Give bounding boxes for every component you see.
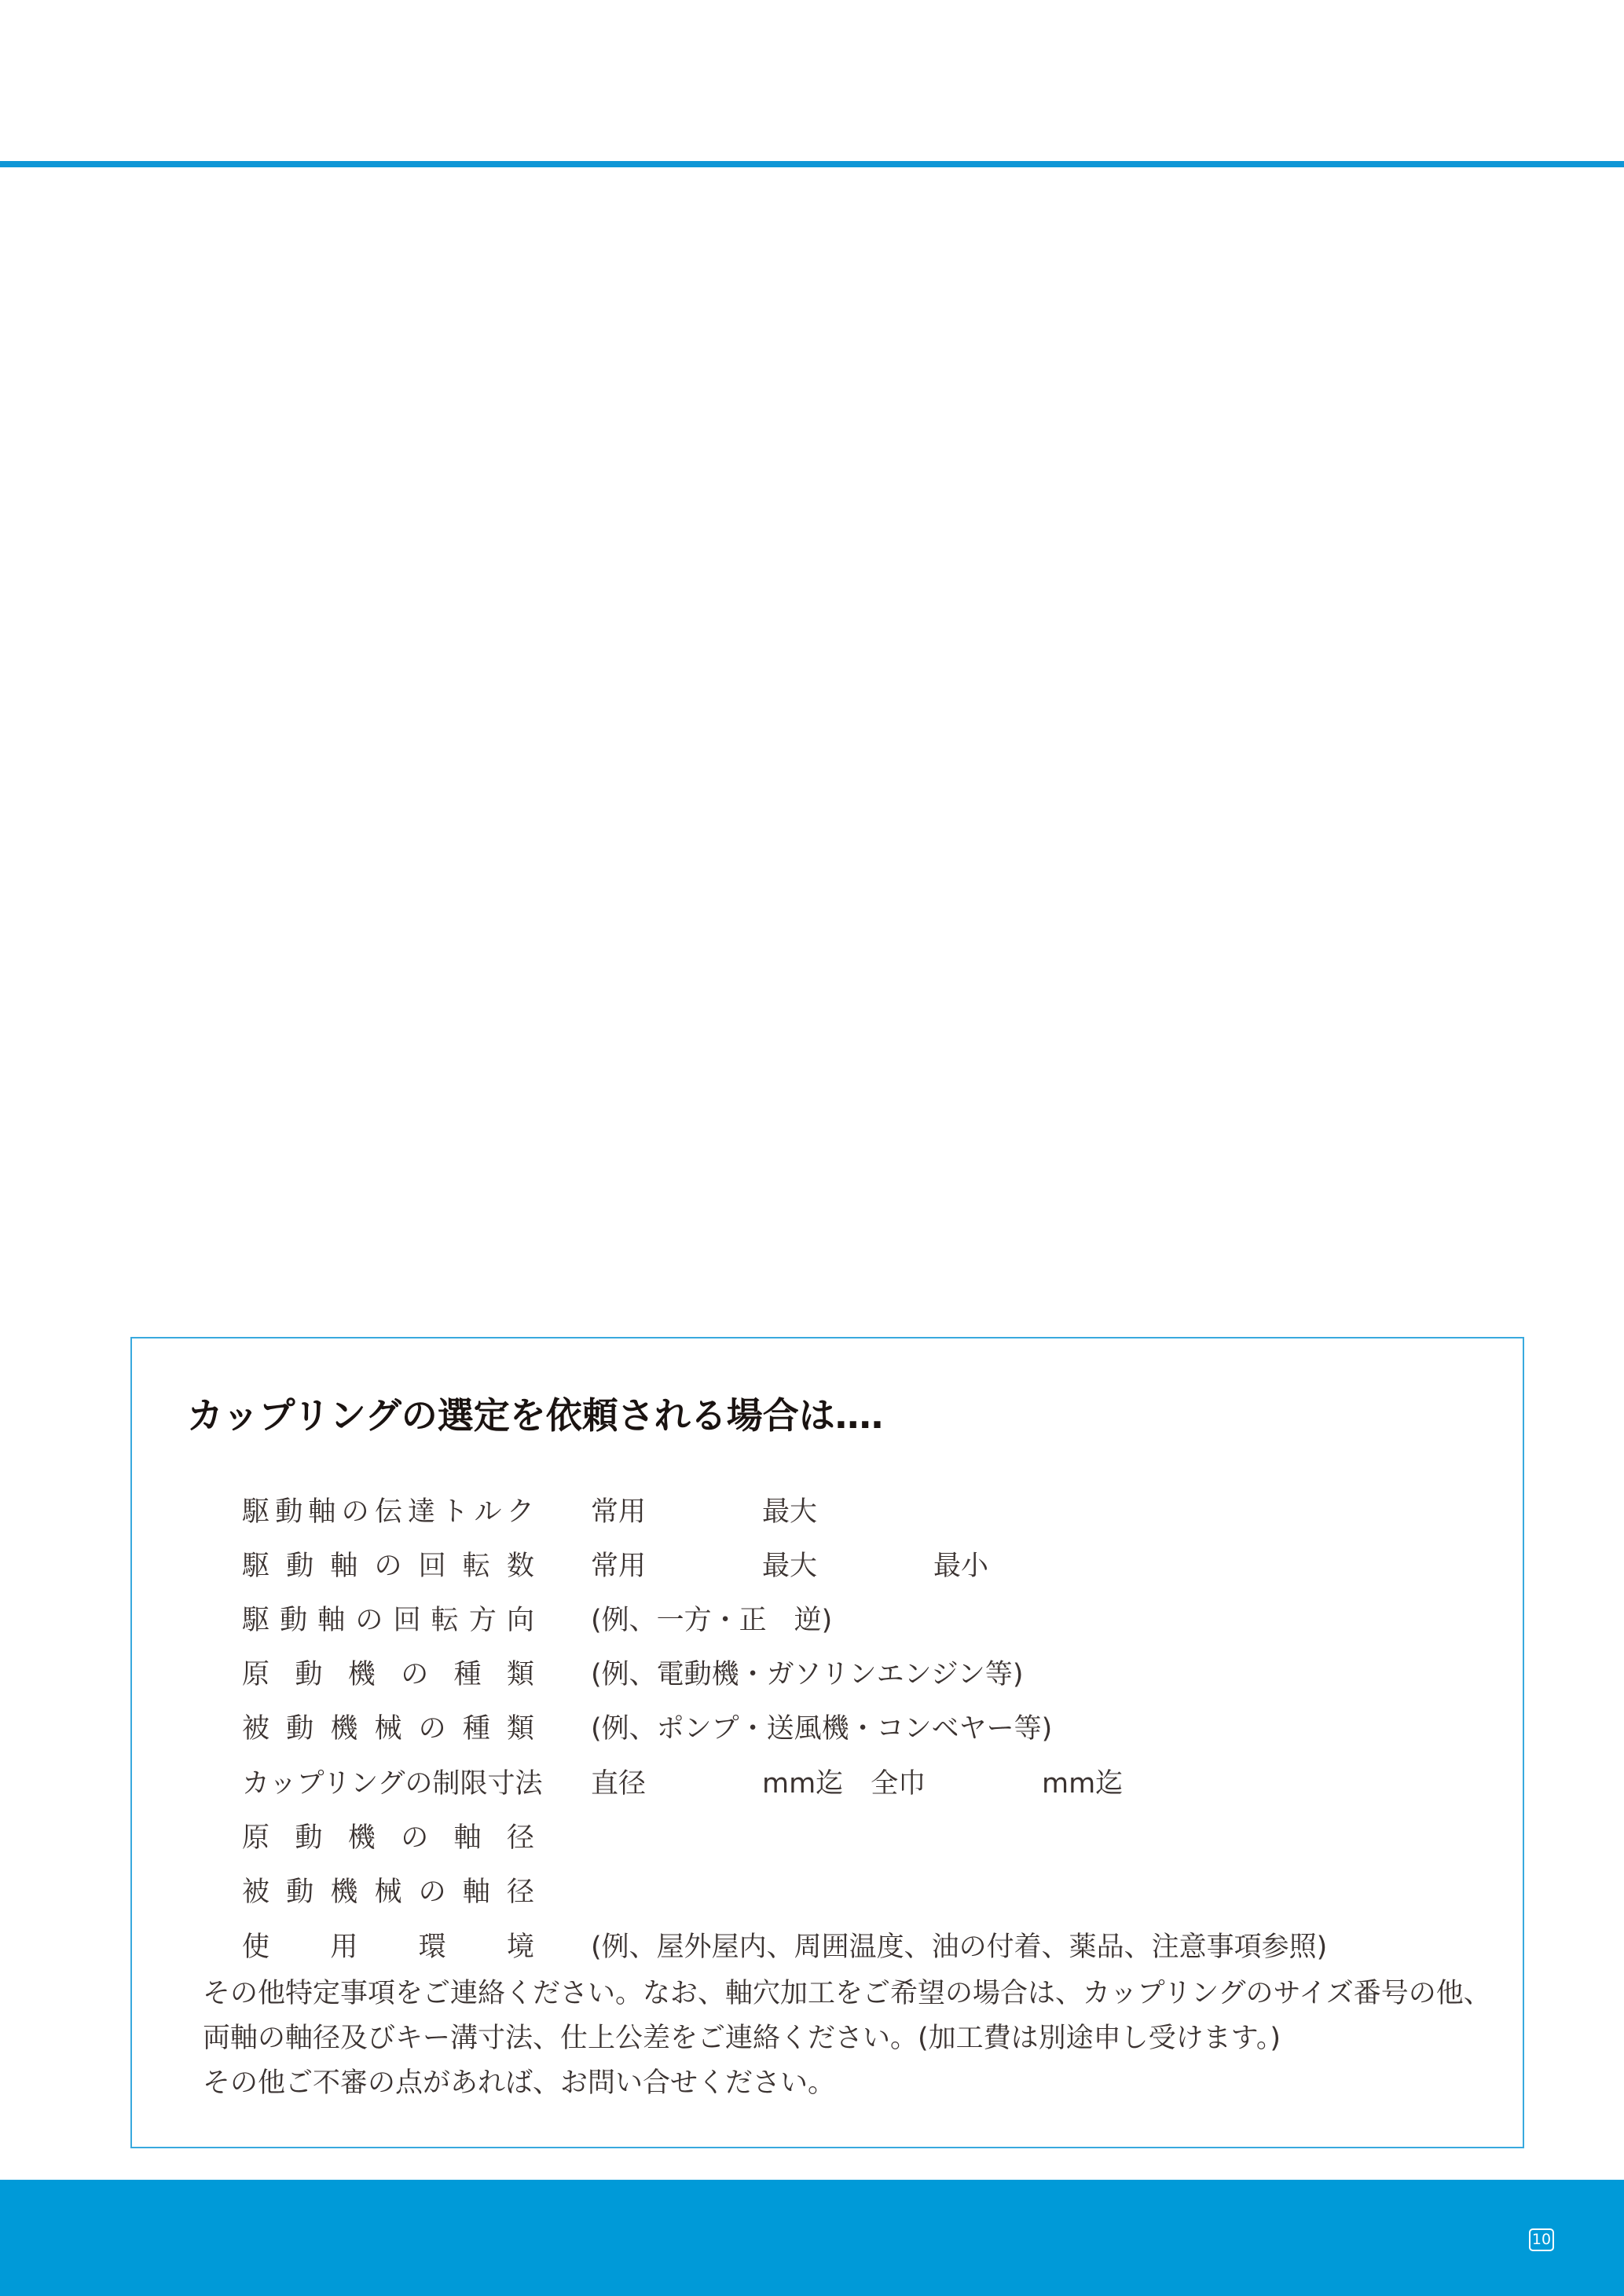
- top-rule: [0, 161, 1624, 167]
- requirement-field-example: (例、一方・正 逆): [591, 1605, 833, 1636]
- note-line: 両軸の軸径及びキー溝寸法、仕上公差をご連絡ください。(加工費は別途申し受けます。): [203, 2023, 1281, 2054]
- requirement-field-normal: 常用: [591, 1496, 647, 1528]
- requirement-row-direction: [132, 1598, 1523, 1642]
- requirement-row-torque: [132, 1490, 1523, 1534]
- note-line: その他特定事項をご連絡ください。なお、軸穴加工をご希望の場合は、カップリングのサイズ番号の他、: [203, 1978, 1491, 2009]
- notes-paragraph: [203, 1972, 1507, 2106]
- requirement-label: 被動機械の軸径: [242, 1877, 534, 1908]
- requirement-field-max: 最大: [762, 1496, 818, 1528]
- requirement-label: 使用環境: [242, 1932, 534, 1963]
- requirement-field-min: 最小: [933, 1551, 989, 1582]
- requirement-label: 駆動軸の伝達トルク: [242, 1496, 534, 1528]
- requirement-row-prime-mover: [132, 1653, 1523, 1697]
- requirement-row-prime-mover-shaft: [132, 1816, 1523, 1860]
- requirement-label: 原動機の種類: [242, 1659, 534, 1690]
- requirement-row-dimensions: [132, 1762, 1523, 1806]
- requirement-label: 駆動軸の回転数: [242, 1551, 534, 1582]
- page-number: 10: [1529, 2228, 1554, 2251]
- requirement-field-example: (例、屋外屋内、周囲温度、油の付着、薬品、注意事項参照): [591, 1932, 1328, 1963]
- requirement-row-environment: [132, 1925, 1523, 1969]
- requirement-label: 駆動軸の回転方向: [242, 1605, 534, 1636]
- note-line: その他ご不審の点があれば、お問い合せください。: [203, 2067, 836, 2099]
- footer-band: [0, 2180, 1624, 2296]
- requirement-field-width-unit: mm迄: [1042, 1768, 1124, 1800]
- requirement-label: 原動機の軸径: [242, 1822, 534, 1854]
- requirement-field-normal: 常用: [591, 1551, 647, 1582]
- requirement-label: カップリングの制限寸法: [242, 1768, 543, 1800]
- box-title: カップリングの選定を依頼される場合は‥‥: [187, 1394, 884, 1437]
- requirement-field-diameter: 直径: [591, 1768, 647, 1800]
- requirement-row-driven-machine: [132, 1707, 1523, 1751]
- requirement-field-example: (例、電動機・ガソリンエンジン等): [591, 1659, 1024, 1690]
- requirement-field-width: mm迄 全巾: [762, 1768, 926, 1800]
- requirement-field-max: 最大: [762, 1551, 818, 1582]
- selection-request-box: [130, 1337, 1524, 2148]
- requirement-field-example: (例、ポンプ・送風機・コンベヤー等): [591, 1713, 1053, 1745]
- requirement-row-driven-shaft: [132, 1870, 1523, 1914]
- requirement-row-rpm: [132, 1544, 1523, 1588]
- requirement-label: 被動機械の種類: [242, 1713, 534, 1745]
